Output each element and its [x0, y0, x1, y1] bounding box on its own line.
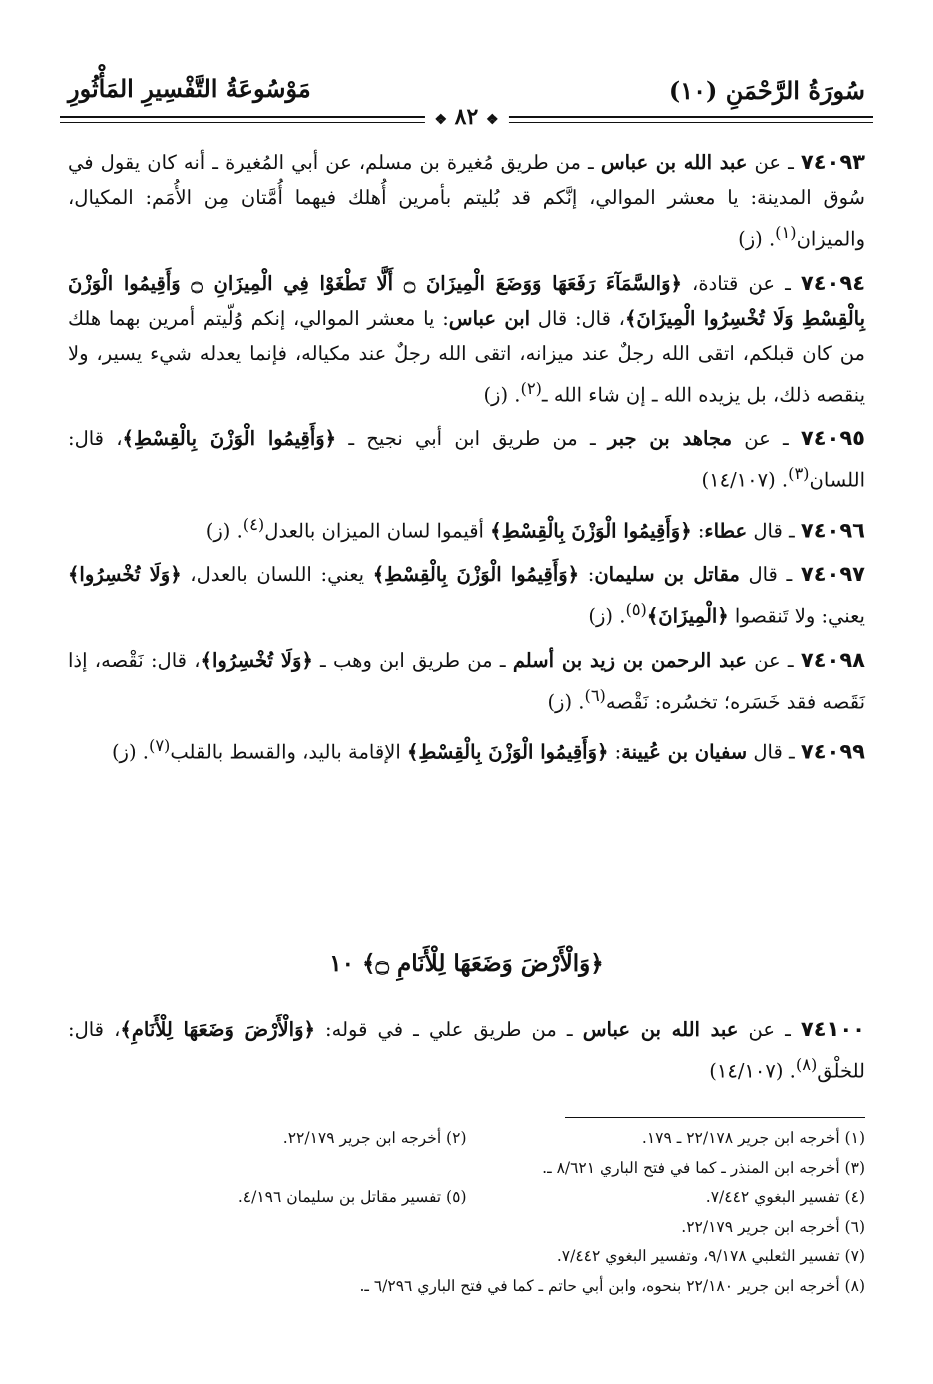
footnote-ref[interactable]: (١): [775, 223, 797, 242]
entry-text: ـ من طريق مُغيرة بن مسلم، عن أبي المُغيرة ـ أنه كان يقول في سُوق المدينة: يا معشر الموالي، إنَّكم قد بُليتم بأمرين أُهلك فيهما أُمَّتان مِن الأُمَم: المكيال، والميزان: [68, 151, 865, 251]
quran-quote: ﴿وَلَا تُخْسِرُوا﴾: [200, 648, 313, 672]
main-text: [68, 145, 865, 779]
source-code: . (ز): [738, 227, 776, 251]
entry-text: : يا معشر الموالي، إنكم وُلّيتم أمرين بهما هلك من كان قبلكم، اتقى الله رجلٌ عند ميزانه، اتقى الله رجلٌ عند مكياله، فإنما يعدله شيء يسير، ولا ينقصه ذلك، بل يزيده الله ـ إن شاء الله ـ: [68, 306, 865, 406]
footnote-row: [68, 1154, 865, 1184]
entry-text: ، قال: اللسان: [68, 427, 865, 492]
main-text-after-verse: [68, 1012, 865, 1098]
narrator-name: مجاهد بن جبر: [607, 427, 733, 450]
entry-74093: [68, 145, 865, 257]
entry-text: يعني: اللسان بالعدل،: [181, 563, 373, 586]
entry-text: :: [608, 740, 622, 764]
entry-number: ٧٤٠٩٣: [800, 150, 865, 174]
entry-text: ـ عن: [747, 151, 801, 174]
entry-text: :: [579, 563, 595, 586]
source-code: . (ز): [111, 740, 149, 764]
footnote-row: [68, 1213, 865, 1243]
entry-74096: [68, 507, 865, 549]
source-code: . (١٤/١٠٧): [709, 1059, 796, 1083]
page-number: ٨٢: [454, 104, 479, 130]
narrator-name: سفيان بن عُيينة: [621, 740, 748, 764]
entry-74100: [68, 1012, 865, 1089]
footnote-ref[interactable]: (٧): [148, 736, 171, 755]
footnote-8: (٨) أخرجه ابن جرير ٢٢/١٨٠ بنحوه، وابن أبي حاتم ـ كما في فتح الباري ٦/٢٩٦ ـ.: [359, 1276, 865, 1295]
footnote-row: [68, 1242, 865, 1272]
source-code: . (ز): [205, 519, 243, 542]
footnote-6: (٦) أخرجه ابن جرير ٢٢/١٧٩.: [681, 1217, 865, 1236]
footnotes: [68, 1124, 865, 1301]
ornament-icon: ❖: [485, 112, 499, 128]
entry-number: ٧٤٠٩٩: [800, 739, 865, 764]
entry-number: ٧٤٠٩٨: [800, 647, 865, 672]
book-title: مَوْسُوعَةُ التَّفْسِيرِ المَأْثُورِ: [68, 74, 311, 103]
quran-quote: ﴿الْمِيزَانَ﴾: [646, 604, 729, 628]
entry-text: الإقامة باليد، والقسط بالقلب: [170, 740, 407, 764]
quran-quote: ﴿وَأَقِيمُوا الْوَزْنَ بِالْقِسْطِ﴾: [372, 563, 580, 586]
footnote-4: (٤) تفسير البغوي ٧/٤٤٢.: [705, 1188, 865, 1206]
entry-number: ٧٤١٠٠: [800, 1017, 865, 1041]
quran-quote: ﴿وَأَقِيمُوا الْوَزْنَ بِالْقِسْطِ﴾: [490, 519, 692, 542]
footnote-2: (٢) أخرجه ابن جرير ٢٢/١٧٩.: [282, 1129, 467, 1147]
source-code: . (ز): [588, 604, 626, 628]
narrator-name: عطاء: [704, 519, 748, 542]
entry-text: ـ قال: [747, 740, 801, 764]
footnote-ref[interactable]: (٢): [520, 378, 542, 398]
entry-number: ٧٤٠٩٧: [800, 562, 865, 586]
footnote-5: (٥) تفسير مقاتل بن سليمان ٤/١٩٦.: [237, 1188, 467, 1206]
entry-74099: [68, 728, 865, 770]
footnote-separator: [565, 1117, 865, 1118]
narrator-name: عبد الله بن عباس: [600, 151, 748, 174]
entry-text: ـ عن: [746, 648, 801, 672]
entry-74097: [68, 557, 865, 634]
narrator-name: عبد الله بن عباس: [582, 1018, 739, 1041]
entry-74095: [68, 421, 865, 498]
source-code: . (ز): [483, 383, 521, 406]
entry-number: ٧٤٠٩٤: [800, 270, 866, 295]
entry-text: ـ عن قتادة،: [681, 271, 801, 295]
entry-text: يعني: ولا تَنقصوا: [728, 604, 865, 628]
entry-text: ـ من طريق علي ـ في قوله:: [314, 1018, 583, 1041]
footnote-row: [68, 1272, 865, 1302]
entry-text: ، قال: نَقْصه، إذا نَقَصه فقد خَسَره؛ تخسُره: نَقْصه: [68, 648, 865, 713]
page-number-box: [424, 104, 508, 130]
entry-74094: [68, 266, 865, 413]
quran-quote: ﴿وَالسَّمَآءَ رَفَعَهَا وَوَضَعَ الْمِيزَانَ ۝ أَلَّا تَطْغَوْا فِي الْمِيزَانِ ۝ وَأَقِيمُوا الْوَزْنَ بِالْقِسْطِ وَلَا تُخْسِرُوا الْمِيزَانَ﴾: [68, 271, 866, 330]
entry-text: ـ عن: [738, 1018, 801, 1041]
quran-quote: ﴿وَالْأَرْضَ وَضَعَهَا لِلْأَنَامِ﴾: [120, 1018, 315, 1041]
footnote-ref[interactable]: (٤): [242, 514, 265, 534]
surah-title: سُورَةُ الرَّحْمَنِ (١٠): [668, 76, 865, 105]
verse-heading: [68, 950, 865, 977]
entry-text: ـ قال: [747, 519, 801, 542]
entry-number: ٧٤٠٩٥: [800, 426, 865, 450]
footnote-row: [68, 1124, 865, 1154]
footnote-ref[interactable]: (٣): [788, 464, 810, 483]
footnote-3: (٣) أخرجه ابن المنذر ـ كما في فتح الباري ٨/٦٢١ ـ.: [542, 1158, 865, 1177]
narrator-name: مقاتل بن سليمان: [594, 563, 740, 586]
source-code: . (ز): [547, 690, 585, 713]
quran-quote: ﴿وَأَقِيمُوا الْوَزْنَ بِالْقِسْطِ﴾: [122, 427, 337, 450]
entry-number: ٧٤٠٩٦: [800, 518, 865, 542]
entry-text: ـ من طريق ابن وهب ـ: [312, 648, 513, 672]
footnote-7: (٧) تفسير الثعلبي ٩/١٧٨، وتفسير البغوي ٧/٤٤٢.: [556, 1247, 865, 1265]
narrator-name: ابن عباس: [448, 306, 531, 330]
entry-text: ، قال: للخلْق: [68, 1018, 865, 1083]
entry-text: :: [691, 519, 705, 542]
quran-quote: ﴿وَلَا تُخْسِرُوا﴾: [68, 563, 182, 586]
footnote-row: [68, 1183, 865, 1213]
footnote-1: (١) أخرجه ابن جرير ٢٢/١٧٨ ـ ١٧٩.: [641, 1129, 865, 1147]
footnote-ref[interactable]: (٥): [625, 600, 647, 619]
entry-74098: [68, 643, 865, 720]
page-header: [60, 66, 873, 130]
quran-quote: ﴿وَأَقِيمُوا الْوَزْنَ بِالْقِسْطِ﴾: [406, 740, 609, 764]
entry-text: أقيموا لسان الميزان بالعدل: [264, 519, 491, 542]
ornament-icon: ❖: [434, 112, 448, 128]
source-code: . (١٤/١٠٧): [701, 468, 789, 492]
entry-text: ، قال: قال: [530, 306, 625, 330]
verse-number: ١٠: [329, 950, 354, 977]
narrator-name: عبد الرحمن بن زيد بن أسلم: [512, 648, 747, 672]
footnote-ref[interactable]: (٦): [584, 685, 606, 705]
entry-text: ـ عن: [732, 427, 801, 450]
entry-text: ـ من طريق ابن أبي نجيح ـ: [336, 427, 608, 450]
entry-text: ـ قال: [739, 563, 801, 586]
footnote-ref[interactable]: (٨): [795, 1055, 818, 1074]
verse-text: ﴿وَالْأَرْضَ وَضَعَهَا لِلْأَنَامِ ۝﴾: [362, 950, 604, 977]
